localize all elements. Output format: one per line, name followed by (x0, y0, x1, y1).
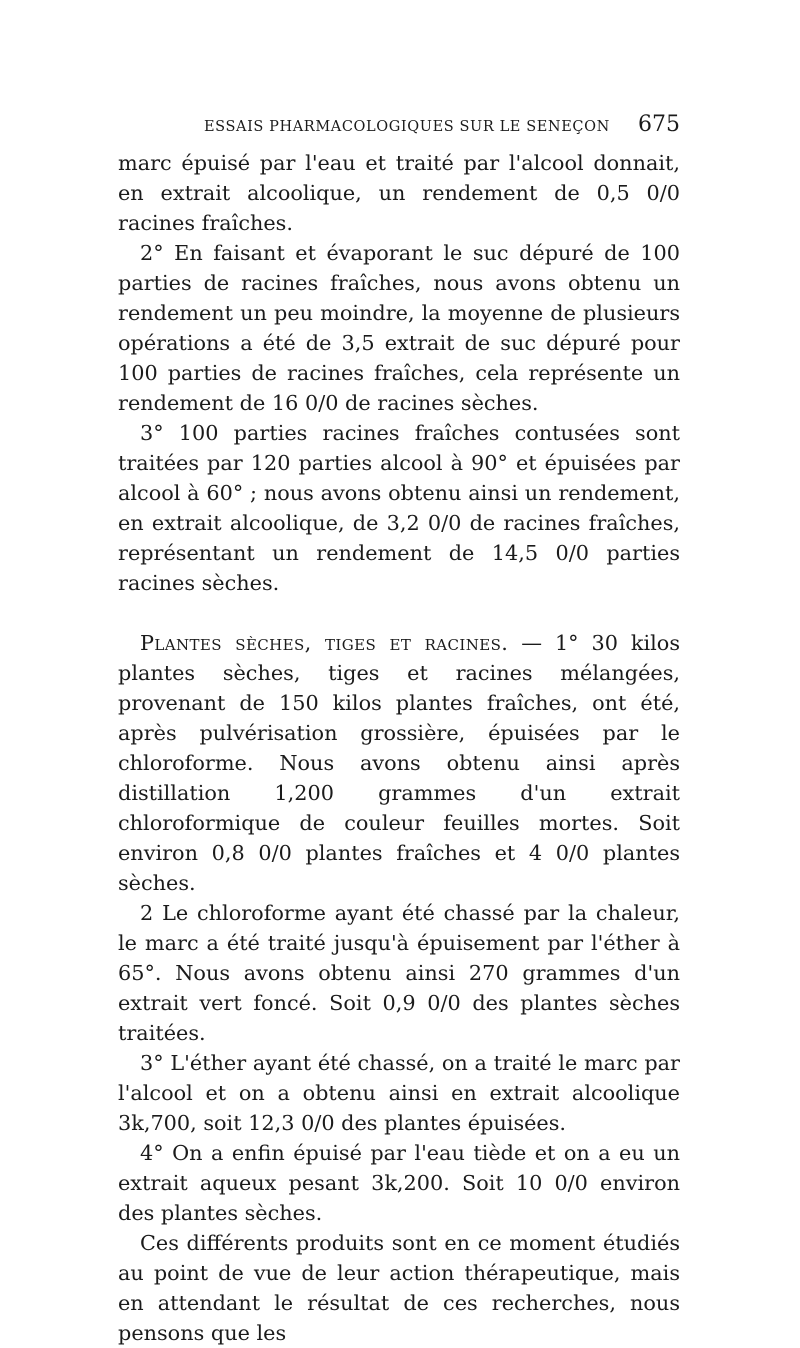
paragraph-item-2: 2° En faisant et évaporant le suc dépuré de 100 parties de racines fraîches, nous avons obtenu un rendement un peu moindre, la moyenne de plusieurs opérations a été de 3,5 extrait de suc dépuré pour 100 parties de racines fraîches, cela représente un rendement de 16 0/0 de racines sèches. (118, 241, 680, 415)
section-heading: Plantes sèches, tiges et racines. (140, 631, 509, 655)
paragraph-chloroform: 2 Le chloroforme ayant été chassé par la chaleur, le marc a été traité jusqu'à épuisement par l'éther à 65°. Nous avons obtenu ainsi 270 grammes d'un extrait vert foncé. Soit 0,9 0/0 des plantes sèches traitées. (118, 901, 680, 1045)
paragraph-dry-plants (118, 628, 680, 898)
section-text: — 1° 30 kilos plantes sèches, tiges et racines mélangées, provenant de 150 kilos plantes fraîches, ont été, après pulvérisation grossière, épuisées par le chloroforme. Nous avons obtenu ainsi après distillation 1,200 grammes d'un extrait chloroformique de couleur feuilles mortes. Soit environ 0,8 0/0 plantes fraîches et 4 0/0 plantes sèches. (118, 631, 680, 895)
paragraph-item-3: 3° 100 parties racines fraîches contusées sont traitées par 120 parties alcool à 90° et épuisées par alcool à 60° ; nous avons obtenu ainsi un rendement, en extrait alcoolique, de 3,2 0/0 de racines fraîches, représentant un rendement de 14,5 0/0 parties racines sèches. (118, 421, 680, 595)
paragraph-continuation: marc épuisé par l'eau et traité par l'alcool donnait, en extrait alcoolique, un rendement de 0,5 0/0 racines fraîches. (118, 151, 680, 235)
paragraph-water: 4° On a enfin épuisé par l'eau tiède et on a eu un extrait aqueux pesant 3k,200. Soit 10 0/0 environ des plantes sèches. (118, 1141, 680, 1225)
body-text (118, 148, 680, 1348)
page-number: 675 (638, 112, 680, 137)
paragraph-ether: 3° L'éther ayant été chassé, on a traité le marc par l'alcool et on a obtenu ainsi en extrait alcoolique 3k,700, soit 12,3 0/0 des plantes épuisées. (118, 1051, 680, 1135)
running-title: ESSAIS PHARMACOLOGIQUES SUR LE SENEÇON (204, 119, 610, 135)
paragraph-conclusion: Ces différents produits sont en ce moment étudiés au point de vue de leur action thérapeutique, mais en attendant le résultat de ces recherches, nous pensons que les (118, 1231, 680, 1345)
running-header (118, 112, 680, 142)
